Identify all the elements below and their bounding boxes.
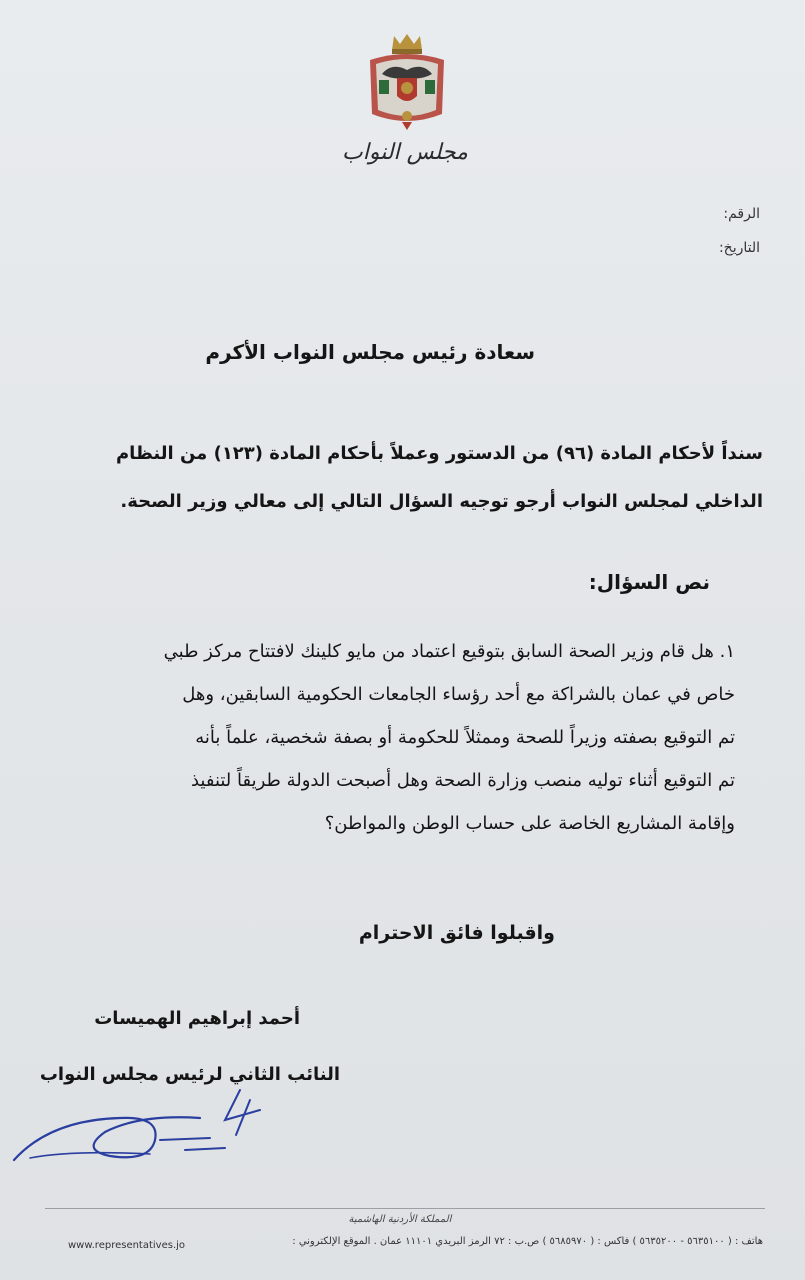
coat-of-arms-icon: [362, 30, 452, 132]
question-line: تم التوقيع أثناء توليه منصب وزارة الصحة وهل أصبحت الدولة طريقاً لتنفيذ: [190, 770, 735, 791]
question-line: وإقامة المشاريع الخاصة على حساب الوطن والمواطن؟: [324, 813, 735, 834]
intro-line: سنداً لأحكام المادة (٩٦) من الدستور وعملاً بأحكام المادة (١٢٣) من النظام: [115, 443, 763, 464]
date-label: التاريخ:: [718, 240, 760, 256]
question-heading: نص السؤال:: [588, 570, 710, 594]
footer-kingdom: المملكة الأردنية الهاشمية: [348, 1214, 452, 1225]
signer-name: أحمد إبراهيم الهميسات: [94, 1008, 300, 1029]
footer-contact: هاتف : ( ٥٦٣٥١٠٠ - ٥٦٣٥٢٠٠ ) فاكس : ( ٥٦٨٥٩٧٠ ) ص.ب : ٧٢ الرمز البريدي ١١١٠١ عمان . الموقع الإلكتروني :: [292, 1236, 763, 1247]
intro-paragraph: [95, 430, 763, 526]
footer-divider: [45, 1208, 765, 1209]
footer-website: www.representatives.jo: [68, 1240, 186, 1251]
signature-scribble: [10, 1080, 290, 1170]
council-name: مجلس النواب: [342, 140, 468, 165]
closing-line: واقبلوا فائق الاحترام: [358, 922, 555, 944]
question-line: ١. هل قام وزير الصحة السابق بتوقيع اعتماد من مايو كلينك لافتتاح مركز طبي: [163, 641, 735, 662]
reference-label: الرقم:: [723, 206, 760, 222]
question-body: [50, 630, 735, 845]
question-line: تم التوقيع بصفته وزيراً للصحة وممثلاً للحكومة أو بصفة شخصية، علماً بأنه: [195, 727, 735, 748]
signer-title: النائب الثاني لرئيس مجلس النواب: [39, 1064, 340, 1085]
salutation: سعادة رئيس مجلس النواب الأكرم: [205, 340, 535, 364]
question-line: خاص في عمان بالشراكة مع أحد رؤساء الجامعات الحكومية السابقين، وهل: [182, 684, 735, 705]
intro-line: الداخلي لمجلس النواب أرجو توجيه السؤال التالي إلى معالي وزير الصحة.: [120, 491, 763, 512]
